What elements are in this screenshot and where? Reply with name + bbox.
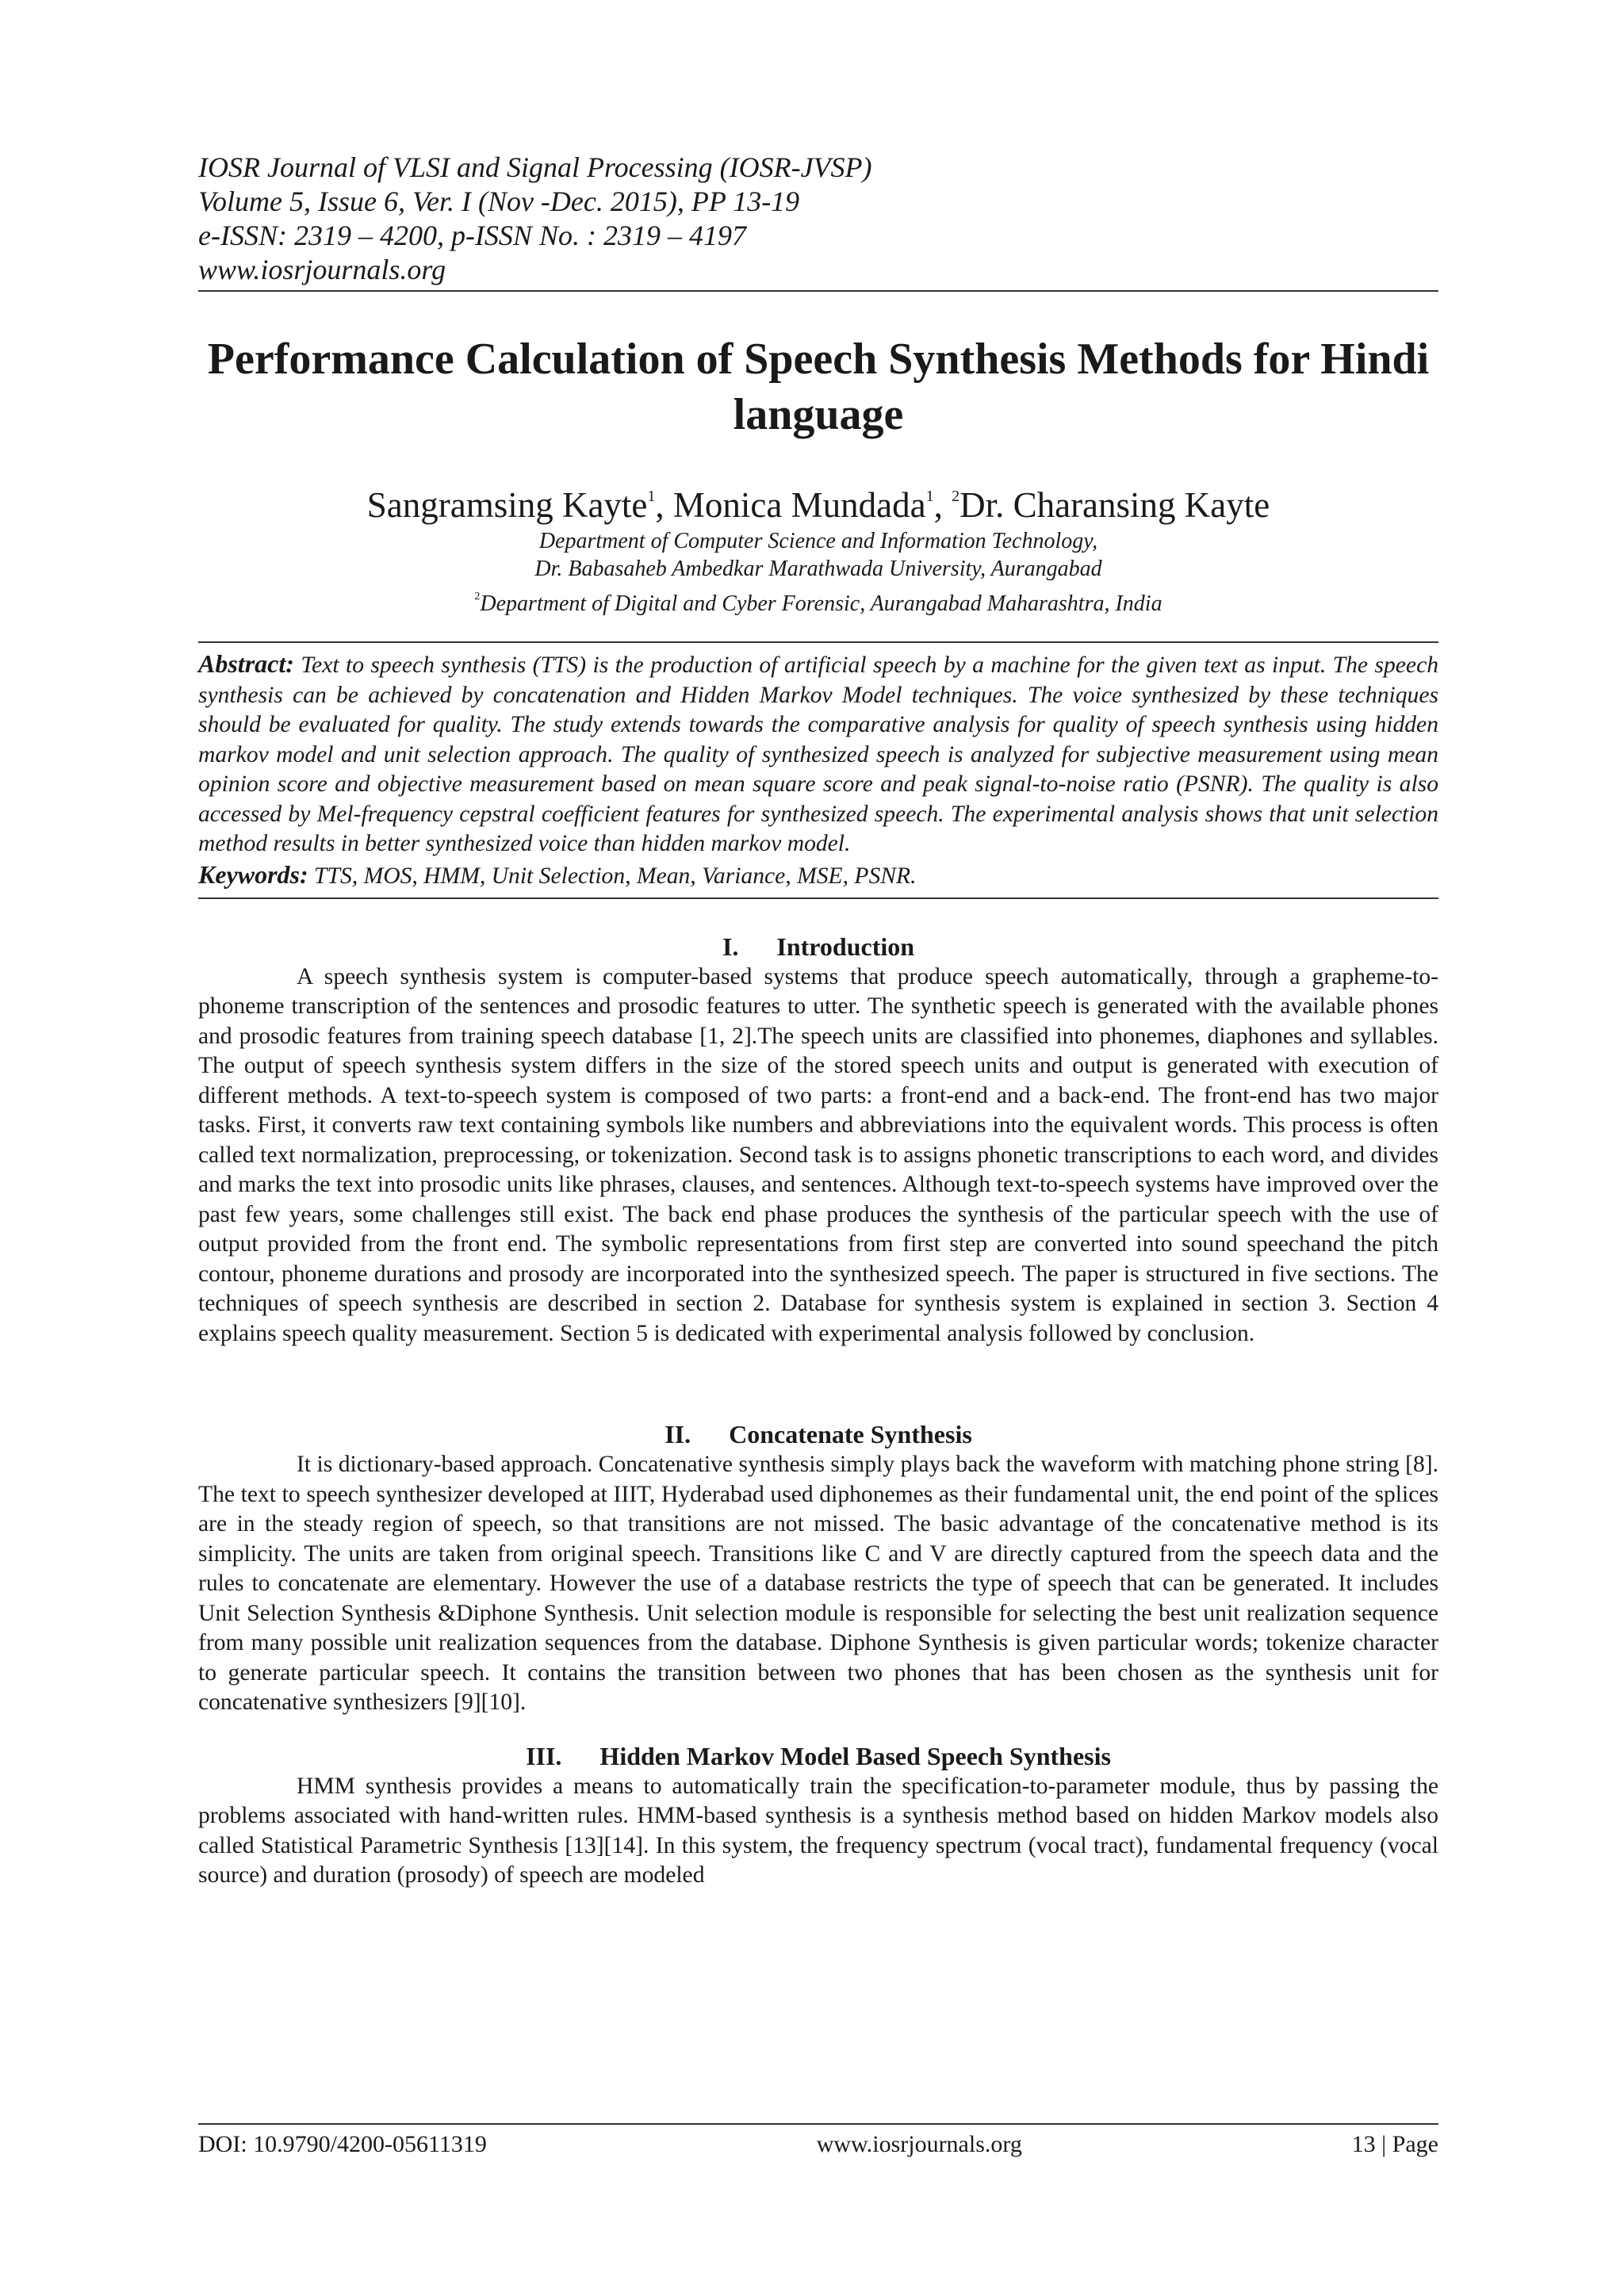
affiliation-block xyxy=(198,527,1438,618)
footer-doi[interactable]: DOI: 10.9790/4200-05611319 xyxy=(198,2131,487,2157)
section-heading-concatenate-synthesis xyxy=(198,1418,1438,1450)
footer-page-number: 13 | Page xyxy=(1351,2131,1438,2157)
abstract-text: Text to speech synthesis (TTS) is the production of artificial speech by a machine for the given text as input. The speech synthesis can be achieved by concatenation and Hidden Markov Model techniques. The voice synthesized by these techniques should be evaluated for quality. The study extends towards the comparative analysis for quality of speech synthesis using hidden markov model and unit selection approach. The quality of synthesized speech is analyzed for subjective measurement using mean opinion score and objective measurement based on mean square score and peak signal-to-noise ratio (PSNR). The quality is also accessed by Mel-frequency cepstral coefficient features for synthesized speech. The experimental analysis shows that unit selection method results in better synthesized voice than hidden markov model. xyxy=(198,652,1438,856)
abstract-top-divider xyxy=(198,641,1438,643)
abstract-bottom-divider xyxy=(198,897,1438,899)
affiliation-marker: 1 xyxy=(925,488,934,505)
affiliation-marker: 1 xyxy=(647,488,656,505)
journal-name: IOSR Journal of VLSI and Signal Processing (IOSR-JVSP) xyxy=(198,151,872,183)
section-heading-introduction xyxy=(198,931,1438,962)
section-number: I. xyxy=(722,932,739,961)
keywords-label: Keywords: xyxy=(198,859,308,889)
section-heading-hmm-synthesis xyxy=(198,1740,1438,1772)
section-number: II. xyxy=(665,1420,691,1448)
author-name: Monica Mundada xyxy=(672,485,926,525)
section-title: Concatenate Synthesis xyxy=(729,1420,972,1448)
affiliation-line: Department of Computer Science and Information Technology, xyxy=(538,529,1098,553)
journal-website[interactable]: www.iosrjournals.org xyxy=(198,254,446,285)
footer-divider xyxy=(198,2123,1438,2125)
header-divider xyxy=(198,290,1438,292)
author-list xyxy=(198,474,1438,527)
abstract xyxy=(198,649,1438,859)
affiliation-marker: 2 xyxy=(952,488,960,505)
section-title: Introduction xyxy=(776,932,915,961)
affiliation-line: Dr. Babasaheb Ambedkar Marathwada University, Aurangabad xyxy=(534,557,1102,581)
journal-issn: e-ISSN: 2319 – 4200, p-ISSN No. : 2319 – 4197 xyxy=(198,220,746,251)
footer-website[interactable]: www.iosrjournals.org xyxy=(816,2131,1022,2157)
section-number: III. xyxy=(526,1741,562,1770)
section-title: Hidden Markov Model Based Speech Synthesis xyxy=(599,1741,1111,1770)
author-separator: , xyxy=(933,485,952,525)
keywords-text: TTS, MOS, HMM, Unit Selection, Mean, Variance, MSE, PSNR. xyxy=(308,863,917,889)
section-body-hmm-synthesis: HMM synthesis provides a means to automatically train the specification-to-parameter module, thus by passing the problems associated with hand-written rules. HMM-based synthesis is a synthesis method based on hidden Markov models also called Statistical Parametric Synthesis [13][14]. In this system, the frequency spectrum (vocal tract), fundamental frequency (vocal source) and duration (prosody) of speech are modeled xyxy=(198,1773,1438,1888)
author-name: Dr. Charansing Kayte xyxy=(959,485,1270,525)
journal-header xyxy=(198,151,1438,287)
page-footer xyxy=(198,2123,1438,2160)
section-body-concatenate-synthesis: It is dictionary-based approach. Concatenative synthesis simply plays back the waveform with matching phone string [8]. The text to speech synthesizer developed at IIIT, Hyderabad used diphonemes as their fundamental unit, the end point of the splices are in the steady region of speech, so that transitions are not missed. The basic advantage of the concatenative method is its simplicity. The units are taken from original speech. Transitions like C and V are directly captured from the speech data and the rules to concatenate are elementary. However the use of a database restricts the type of speech that can be generated. It includes Unit Selection Synthesis &Diphone Synthesis. Unit selection module is responsible for selecting the best unit realization sequence from many possible unit realization sequences from the database. Diphone Synthesis is given particular words; tokenize character to generate particular speech. It contains the transition between two phones that has been chosen as the synthesis unit for concatenative synthesizers [9][10]. xyxy=(198,1452,1438,1715)
affiliation-marker: 2 xyxy=(474,591,481,603)
journal-volume: Volume 5, Issue 6, Ver. I (Nov -Dec. 2015), PP 13-19 xyxy=(198,186,800,217)
author-separator: , xyxy=(655,485,673,525)
author-name: Sangramsing Kayte xyxy=(366,485,648,525)
keywords xyxy=(198,859,1438,891)
paper-title: Performance Calculation of Speech Synthesis Methods for Hindi language xyxy=(207,335,1430,439)
section-body-introduction: A speech synthesis system is computer-based systems that produce speech automatically, through a grapheme-to-phoneme transcription of the sentences and prosodic features to utter. The synthetic speech is generated with the available phones and prosodic features from training speech database [1, 2].The speech units are classified into phonemes, diaphones and syllables. The output of speech synthesis system differs in the size of the stored speech units and output is generated with execution of different methods. A text-to-speech system is composed of two parts: a front-end and a back-end. The front-end has two major tasks. First, it converts raw text containing symbols like numbers and abbreviations into the equivalent words. This process is often called text normalization, preprocessing, or tokenization. Second task is to assigns phonetic transcriptions to each word, and divides and marks the text into prosodic units like phrases, clauses, and sentences. Although text-to-speech systems have improved over the past few years, some challenges still exist. The back end phase produces the synthesis of the particular speech with the use of output provided from the front end. The symbolic representations from first step are converted into sound speechand the pitch contour, phoneme durations and prosody are incorporated into the synthesized speech. The paper is structured in five sections. The techniques of speech synthesis are described in section 2. Database for synthesis system is explained in section 3. Section 4 explains speech quality measurement. Section 5 is dedicated with experimental analysis followed by conclusion. xyxy=(198,963,1438,1346)
affiliation-line: $^2$Department of Digital and Cyber Forensic, Aurangabad Maharashtra, India xyxy=(474,591,1162,616)
abstract-label: Abstract: xyxy=(198,649,294,678)
paper-page xyxy=(198,151,1438,2244)
